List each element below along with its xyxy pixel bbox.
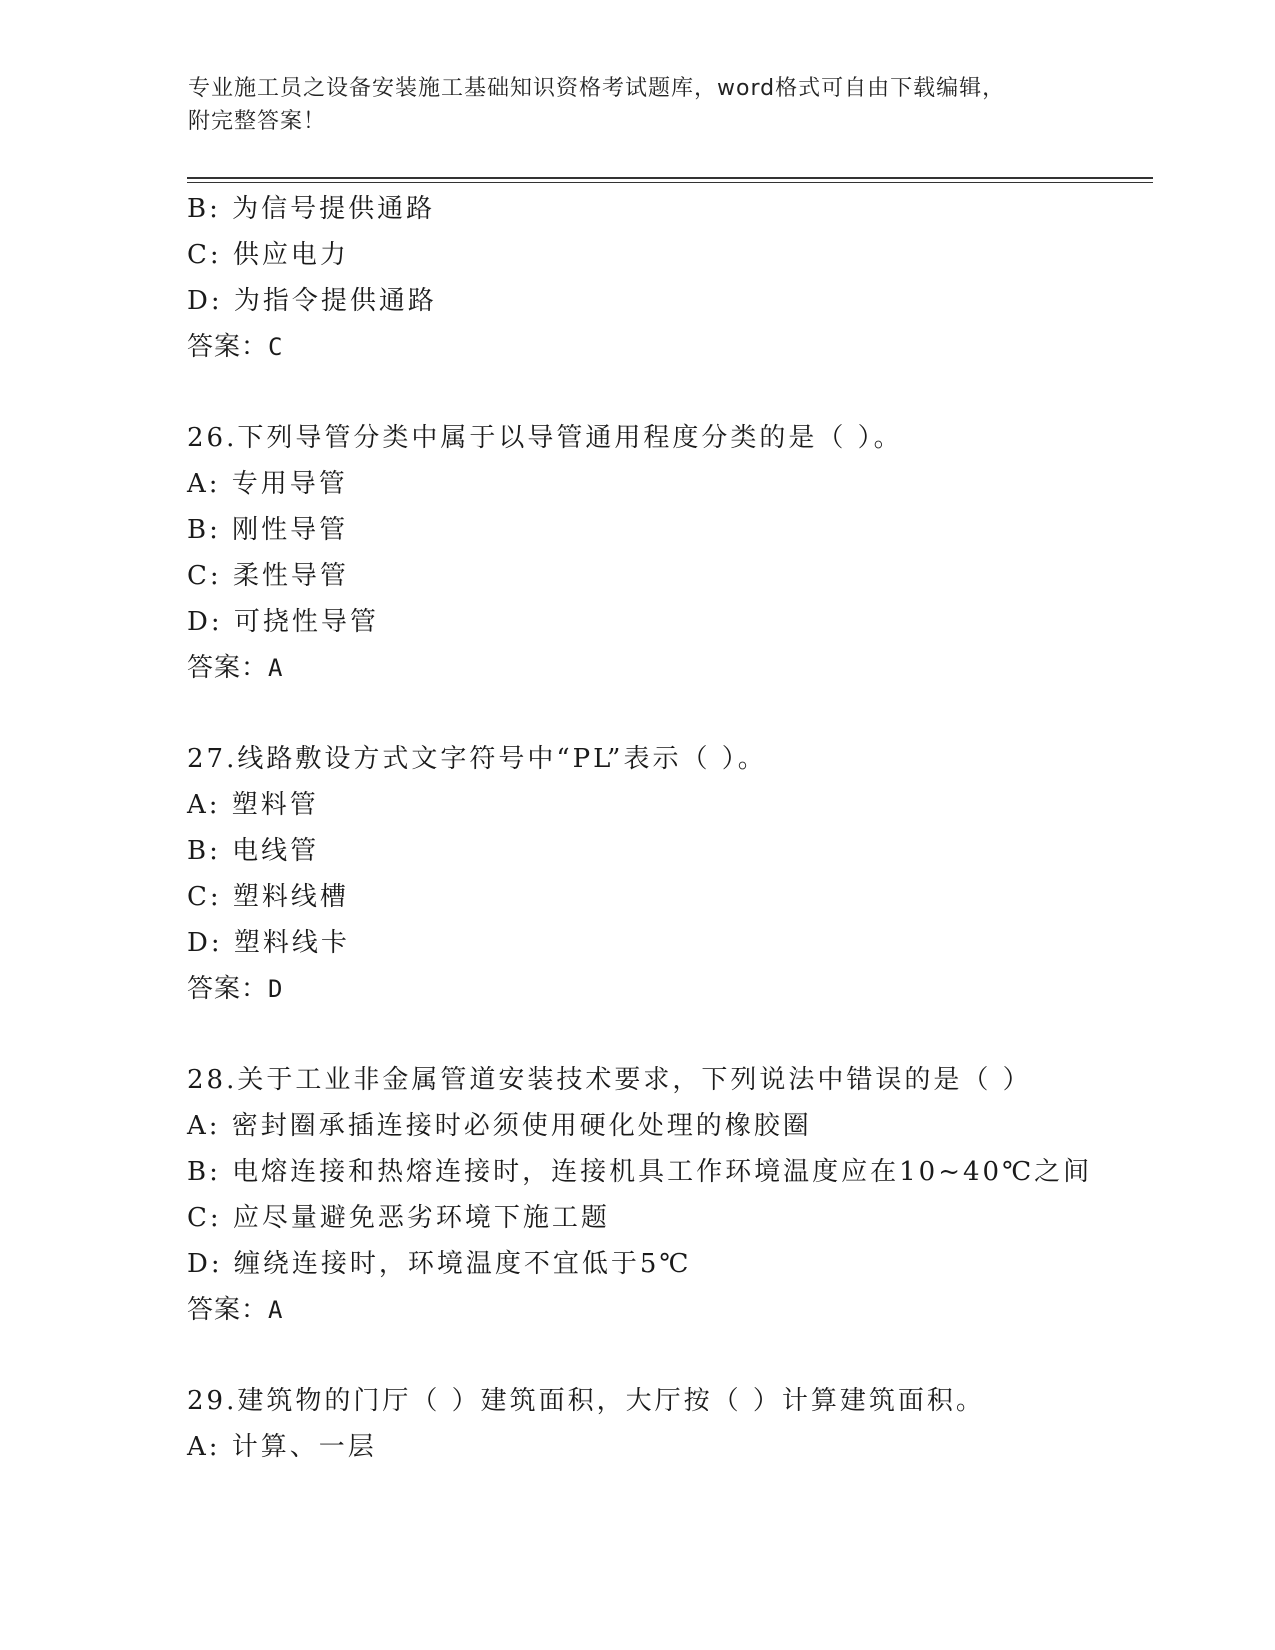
option-c: C: 应尽量避免恶劣环境下施工题 (187, 1203, 610, 1233)
question-block (187, 1378, 1147, 1470)
answer-label: 答案： (187, 332, 269, 362)
option-c: C: 柔性导管 (187, 561, 349, 591)
answer-value: A (268, 654, 284, 682)
option-a: A: 计算、一层 (187, 1432, 377, 1462)
option-b: B: 电熔连接和热熔连接时，连接机具工作环境温度应在10~40℃之间 (187, 1157, 1093, 1187)
header-line-1: 专业施工员之设备安装施工基础知识资格考试题库，word格式可自由下载编辑， (188, 76, 1006, 101)
option-d: D: 缠绕连接时，环境温度不宜低于5℃ (187, 1249, 692, 1279)
question-block (187, 1057, 1147, 1333)
answer-label: 答案： (187, 974, 269, 1004)
question-block (187, 736, 1147, 1012)
answer-label: 答案： (187, 653, 269, 683)
question-text: 28.关于工业非金属管道安装技术要求，下列说法中错误的是（ ） (187, 1065, 1032, 1095)
answer-value: C (268, 333, 284, 361)
question-text: 29.建筑物的门厅（ ）建筑面积，大厅按（ ）计算建筑面积。 (187, 1386, 985, 1416)
option-b: B: 为信号提供通路 (187, 194, 436, 224)
option-b: B: 电线管 (187, 836, 320, 866)
header-divider-thin (187, 182, 1153, 183)
option-c: C: 供应电力 (187, 240, 349, 270)
question-block (187, 415, 1147, 691)
answer-value: D (268, 975, 284, 1003)
answer-line (187, 1287, 1147, 1333)
question-list (187, 186, 1147, 1470)
answer-value: A (268, 1296, 284, 1324)
option-b: B: 刚性导管 (187, 515, 349, 545)
question-text: 27.线路敷设方式文字符号中“PL”表示（ ）。 (187, 744, 767, 774)
option-c: C: 塑料线槽 (187, 882, 349, 912)
answer-line (187, 966, 1147, 1012)
answer-line (187, 645, 1147, 691)
question-block (187, 186, 1147, 370)
answer-line (187, 324, 1147, 370)
option-a: A: 密封圈承插连接时必须使用硬化处理的橡胶圈 (187, 1111, 812, 1141)
header-line-2: 附完整答案！ (188, 109, 327, 134)
option-d: D: 为指令提供通路 (187, 286, 437, 316)
option-a: A: 专用导管 (187, 469, 348, 499)
option-a: A: 塑料管 (187, 790, 319, 820)
header-divider (187, 177, 1153, 179)
option-d: D: 可挠性导管 (187, 607, 379, 637)
option-d: D: 塑料线卡 (187, 928, 350, 958)
answer-label: 答案： (187, 1295, 269, 1325)
document-header (188, 72, 1148, 138)
question-text: 26.下列导管分类中属于以导管通用程度分类的是（ ）。 (187, 423, 903, 453)
